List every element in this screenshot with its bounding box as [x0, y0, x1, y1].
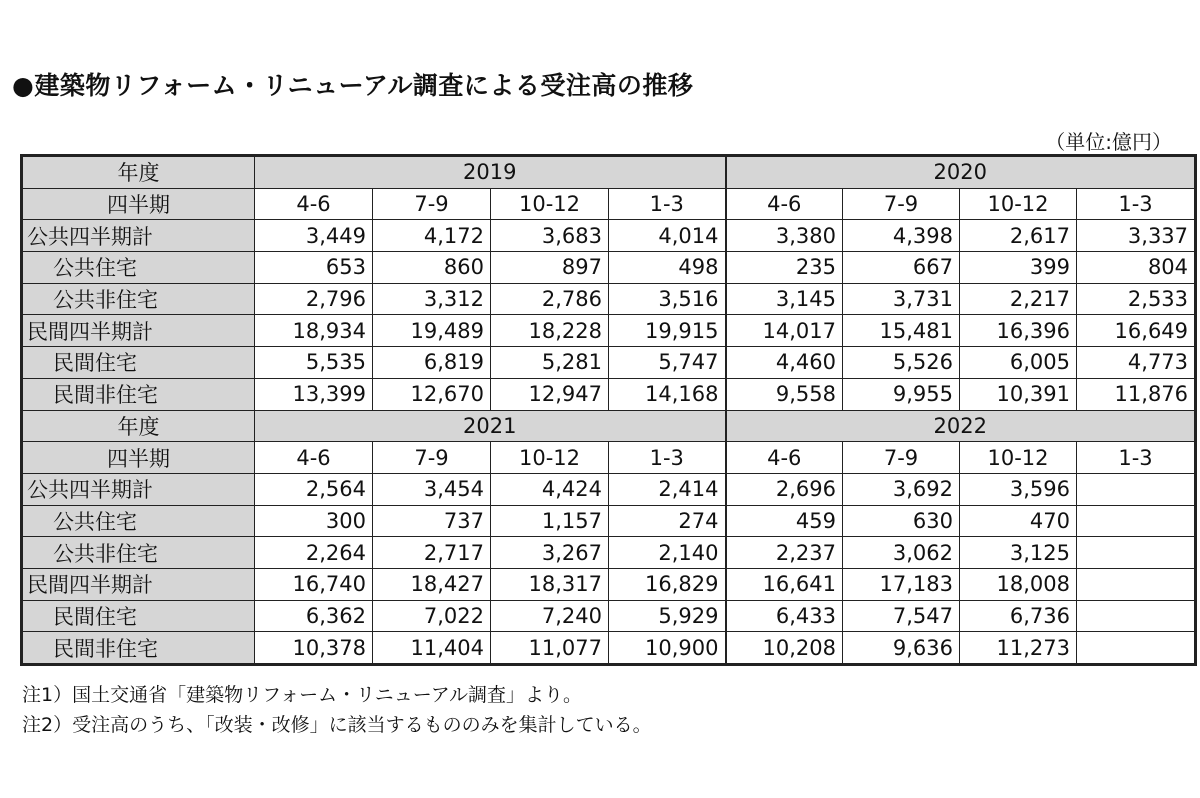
- year-cell: 2020: [726, 157, 1195, 189]
- table-row: [23, 568, 1195, 600]
- value-cell: 498: [609, 252, 726, 284]
- value-cell: [1077, 568, 1195, 600]
- value-cell: 653: [255, 252, 373, 284]
- value-cell: 10,378: [255, 632, 373, 664]
- value-cell: 459: [726, 505, 843, 537]
- value-cell: 3,337: [1077, 220, 1195, 252]
- value-cell: [1077, 632, 1195, 664]
- table-row: [23, 537, 1195, 569]
- value-cell: 5,281: [491, 347, 609, 379]
- value-cell: 11,077: [491, 632, 609, 664]
- value-cell: 5,929: [609, 600, 726, 632]
- row-label: 民間非住宅: [23, 378, 255, 410]
- year-cell: 2021: [255, 410, 726, 442]
- quarter-cell: 4-6: [255, 442, 373, 474]
- value-cell: 13,399: [255, 378, 373, 410]
- value-cell: 9,955: [843, 378, 960, 410]
- value-cell: 3,312: [373, 283, 491, 315]
- value-cell: [1077, 600, 1195, 632]
- table-row: [23, 315, 1195, 347]
- quarter-cell: 7-9: [373, 442, 491, 474]
- value-cell: 12,947: [491, 378, 609, 410]
- quarter-header-row: [23, 188, 1195, 220]
- chart-title: ●建築物リフォーム・リニューアル調査による受注高の推移: [12, 71, 694, 100]
- value-cell: 6,819: [373, 347, 491, 379]
- quarter-cell: 10-12: [960, 442, 1077, 474]
- row-label: 公共非住宅: [23, 283, 255, 315]
- value-cell: 3,449: [255, 220, 373, 252]
- value-cell: 3,125: [960, 537, 1077, 569]
- value-cell: 2,237: [726, 537, 843, 569]
- row-label: 民間住宅: [23, 600, 255, 632]
- unit-label: （単位:億円）: [1045, 130, 1172, 154]
- table-row: [23, 632, 1195, 664]
- value-cell: 10,900: [609, 632, 726, 664]
- quarter-cell: 1-3: [609, 188, 726, 220]
- value-cell: 4,424: [491, 473, 609, 505]
- year-header-row: [23, 157, 1195, 189]
- value-cell: 6,433: [726, 600, 843, 632]
- value-cell: 470: [960, 505, 1077, 537]
- footnote-1: 注1）国土交通省「建築物リフォーム・リニューアル調査」より。: [22, 684, 583, 706]
- quarter-cell: 1-3: [1077, 442, 1195, 474]
- value-cell: 1,157: [491, 505, 609, 537]
- value-cell: 3,516: [609, 283, 726, 315]
- value-cell: 16,641: [726, 568, 843, 600]
- table-row: [23, 473, 1195, 505]
- value-cell: 18,317: [491, 568, 609, 600]
- value-cell: 2,414: [609, 473, 726, 505]
- table-row: [23, 600, 1195, 632]
- value-cell: 5,526: [843, 347, 960, 379]
- value-cell: 16,649: [1077, 315, 1195, 347]
- value-cell: [1077, 537, 1195, 569]
- value-cell: 737: [373, 505, 491, 537]
- quarter-cell: 10-12: [491, 188, 609, 220]
- quarter-cell: 10-12: [491, 442, 609, 474]
- value-cell: 3,454: [373, 473, 491, 505]
- quarter-header-cell: 四半期: [23, 188, 255, 220]
- value-cell: 6,736: [960, 600, 1077, 632]
- row-label: 民間四半期計: [23, 568, 255, 600]
- value-cell: 16,396: [960, 315, 1077, 347]
- value-cell: 16,829: [609, 568, 726, 600]
- footnotes: [22, 680, 652, 740]
- value-cell: 2,617: [960, 220, 1077, 252]
- value-cell: 18,934: [255, 315, 373, 347]
- value-cell: 2,796: [255, 283, 373, 315]
- value-cell: 667: [843, 252, 960, 284]
- table-row: [23, 252, 1195, 284]
- value-cell: 6,362: [255, 600, 373, 632]
- footnote-2: 注2）受注高のうち、「改装・改修」に該当するもののみを集計している。: [22, 714, 652, 736]
- quarter-cell: 1-3: [1077, 188, 1195, 220]
- value-cell: 235: [726, 252, 843, 284]
- value-cell: 12,670: [373, 378, 491, 410]
- row-label: 民間非住宅: [23, 632, 255, 664]
- value-cell: 2,264: [255, 537, 373, 569]
- value-cell: 15,481: [843, 315, 960, 347]
- year-cell: 2022: [726, 410, 1195, 442]
- value-cell: 3,267: [491, 537, 609, 569]
- table-row: [23, 347, 1195, 379]
- value-cell: 399: [960, 252, 1077, 284]
- row-label: 公共非住宅: [23, 537, 255, 569]
- value-cell: 18,228: [491, 315, 609, 347]
- year-cell: 2019: [255, 157, 726, 189]
- value-cell: 6,005: [960, 347, 1077, 379]
- quarter-cell: 4-6: [726, 442, 843, 474]
- row-label: 公共四半期計: [23, 473, 255, 505]
- row-label: 公共住宅: [23, 505, 255, 537]
- quarter-cell: 7-9: [373, 188, 491, 220]
- value-cell: 4,773: [1077, 347, 1195, 379]
- value-cell: 300: [255, 505, 373, 537]
- value-cell: 7,022: [373, 600, 491, 632]
- value-cell: 11,273: [960, 632, 1077, 664]
- value-cell: 17,183: [843, 568, 960, 600]
- value-cell: 2,717: [373, 537, 491, 569]
- row-label: 公共住宅: [23, 252, 255, 284]
- quarter-cell: 7-9: [843, 442, 960, 474]
- value-cell: 18,008: [960, 568, 1077, 600]
- value-cell: 14,017: [726, 315, 843, 347]
- table-row: [23, 378, 1195, 410]
- value-cell: 14,168: [609, 378, 726, 410]
- value-cell: 3,683: [491, 220, 609, 252]
- quarter-cell: 1-3: [609, 442, 726, 474]
- value-cell: 2,533: [1077, 283, 1195, 315]
- row-label: 民間住宅: [23, 347, 255, 379]
- value-cell: 18,427: [373, 568, 491, 600]
- value-cell: 2,786: [491, 283, 609, 315]
- value-cell: 10,391: [960, 378, 1077, 410]
- value-cell: 4,014: [609, 220, 726, 252]
- value-cell: 2,564: [255, 473, 373, 505]
- value-cell: 3,145: [726, 283, 843, 315]
- year-header-cell: 年度: [23, 410, 255, 442]
- value-cell: 11,876: [1077, 378, 1195, 410]
- row-label: 公共四半期計: [23, 220, 255, 252]
- value-cell: 4,460: [726, 347, 843, 379]
- table-row: [23, 505, 1195, 537]
- value-cell: 274: [609, 505, 726, 537]
- value-cell: 4,172: [373, 220, 491, 252]
- value-cell: 3,380: [726, 220, 843, 252]
- value-cell: 5,747: [609, 347, 726, 379]
- quarter-cell: 10-12: [960, 188, 1077, 220]
- value-cell: 5,535: [255, 347, 373, 379]
- table-row: [23, 283, 1195, 315]
- value-cell: 3,596: [960, 473, 1077, 505]
- value-cell: 7,547: [843, 600, 960, 632]
- value-cell: 9,558: [726, 378, 843, 410]
- value-cell: 804: [1077, 252, 1195, 284]
- value-cell: 860: [373, 252, 491, 284]
- value-cell: 2,696: [726, 473, 843, 505]
- quarter-cell: 7-9: [843, 188, 960, 220]
- value-cell: 19,489: [373, 315, 491, 347]
- value-cell: 7,240: [491, 600, 609, 632]
- value-cell: [1077, 473, 1195, 505]
- row-label: 民間四半期計: [23, 315, 255, 347]
- value-cell: 16,740: [255, 568, 373, 600]
- quarter-header-cell: 四半期: [23, 442, 255, 474]
- quarter-cell: 4-6: [726, 188, 843, 220]
- data-table: [22, 156, 1195, 664]
- quarter-cell: 4-6: [255, 188, 373, 220]
- value-cell: 4,398: [843, 220, 960, 252]
- value-cell: 9,636: [843, 632, 960, 664]
- year-header-row: [23, 410, 1195, 442]
- value-cell: 19,915: [609, 315, 726, 347]
- value-cell: 2,140: [609, 537, 726, 569]
- year-header-cell: 年度: [23, 157, 255, 189]
- value-cell: 10,208: [726, 632, 843, 664]
- quarter-header-row: [23, 442, 1195, 474]
- value-cell: 3,692: [843, 473, 960, 505]
- value-cell: 2,217: [960, 283, 1077, 315]
- value-cell: 3,062: [843, 537, 960, 569]
- table-row: [23, 220, 1195, 252]
- value-cell: [1077, 505, 1195, 537]
- value-cell: 630: [843, 505, 960, 537]
- value-cell: 897: [491, 252, 609, 284]
- value-cell: 11,404: [373, 632, 491, 664]
- value-cell: 3,731: [843, 283, 960, 315]
